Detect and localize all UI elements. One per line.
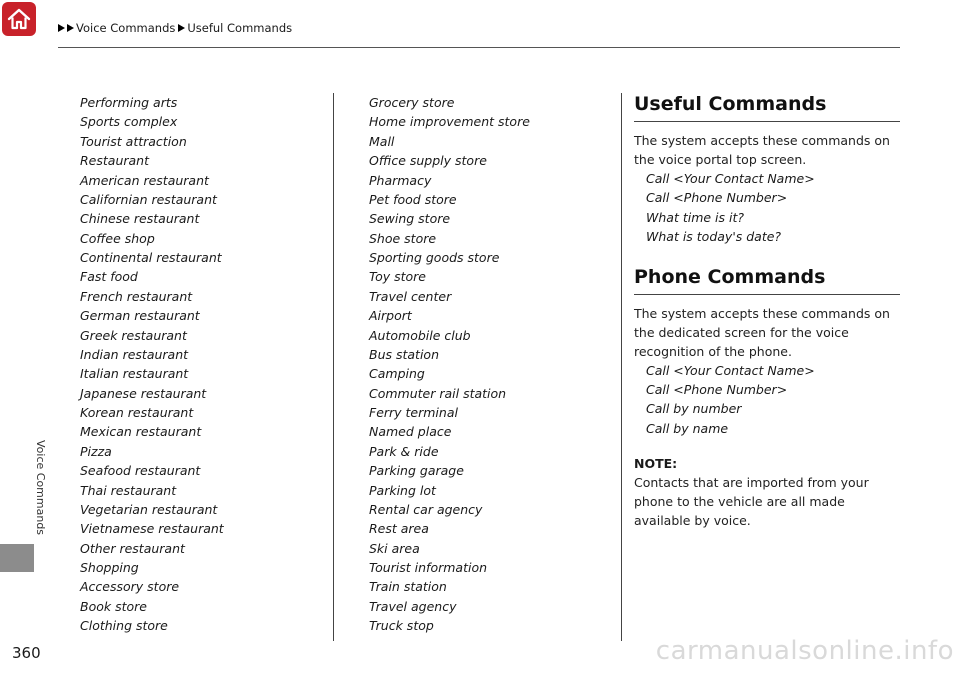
list-item: Ski area	[369, 540, 420, 556]
home-button[interactable]	[2, 2, 36, 36]
list-item: Fast food	[80, 269, 138, 285]
list-item: Other restaurant	[80, 540, 185, 556]
heading-divider	[634, 121, 900, 122]
list-item: Clothing store	[80, 618, 168, 634]
heading-divider	[634, 294, 900, 295]
list-item: Rental car agency	[369, 501, 483, 517]
list-item: German restaurant	[80, 308, 200, 324]
list-item: Californian restaurant	[80, 191, 217, 207]
list-item: Tourist attraction	[80, 133, 187, 149]
list-item: Office supply store	[369, 153, 487, 169]
command-item: Call <Your Contact Name>	[646, 171, 815, 186]
list-item: Grocery store	[369, 95, 455, 110]
list-item: Pet food store	[369, 191, 457, 207]
note-text: Contacts that are imported from your phone to the vehicle are all made available by voice.	[634, 475, 869, 529]
list-item: Truck stop	[369, 618, 434, 634]
command-item: Call <Your Contact Name>	[646, 362, 815, 378]
destination-category-list-2	[369, 93, 530, 636]
commands-panel	[634, 90, 900, 530]
list-item: Italian restaurant	[80, 366, 189, 382]
list-item: Commuter rail station	[369, 385, 507, 401]
breadcrumb	[58, 21, 295, 35]
destination-category-list-1	[80, 93, 224, 636]
list-item: Shopping	[80, 560, 139, 575]
command-item: Call by name	[646, 420, 729, 436]
list-item: Mall	[369, 133, 395, 149]
list-item: Pharmacy	[369, 172, 432, 188]
list-item: Bus station	[369, 346, 440, 362]
list-item: Greek restaurant	[80, 327, 187, 343]
list-item: Named place	[369, 424, 452, 440]
list-item: Accessory store	[80, 579, 180, 595]
list-item: Restaurant	[80, 153, 149, 169]
list-item: American restaurant	[80, 172, 209, 188]
list-item: Chinese restaurant	[80, 211, 200, 227]
list-item: Train station	[369, 579, 447, 595]
column-divider	[333, 93, 334, 641]
list-item: Seafood restaurant	[80, 463, 201, 479]
command-item: Call <Phone Number>	[646, 190, 788, 206]
phone-commands-description: The system accepts these commands on the dedicated screen for the voice recognition of the phone.	[634, 305, 890, 359]
list-item: Coffee shop	[80, 230, 155, 246]
list-item: Vietnamese restaurant	[80, 521, 224, 537]
list-item: Parking lot	[369, 482, 436, 498]
breadcrumb-page-link[interactable]: Useful Commands	[187, 21, 293, 35]
list-item: Travel center	[369, 288, 452, 304]
list-item: Travel agency	[369, 598, 457, 614]
list-item: Camping	[369, 366, 425, 382]
useful-commands-description: The system accepts these commands on the voice portal top screen.	[634, 133, 890, 167]
list-item: Ferry terminal	[369, 405, 458, 420]
list-item: Korean restaurant	[80, 405, 194, 420]
list-item: Sewing store	[369, 211, 451, 227]
list-item: Performing arts	[80, 95, 178, 110]
phone-commands-heading: Phone Commands	[634, 265, 826, 288]
watermark: carmanualsonline.info	[655, 636, 954, 666]
list-item: Sports complex	[80, 114, 178, 130]
phone-commands-list	[646, 361, 900, 439]
list-item: Tourist information	[369, 560, 488, 575]
breadcrumb-section-link[interactable]: Voice Commands	[76, 21, 176, 35]
list-item: Parking garage	[369, 463, 464, 479]
triangle-right-icon	[178, 24, 185, 32]
list-item: Pizza	[80, 443, 112, 459]
triangle-right-icon	[67, 24, 74, 32]
section-tab[interactable]	[0, 544, 34, 572]
note-label: NOTE:	[634, 456, 678, 472]
header-divider	[58, 47, 900, 48]
command-item: What time is it?	[646, 209, 744, 225]
list-item: Thai restaurant	[80, 482, 177, 498]
command-item: Call by number	[646, 401, 742, 417]
list-item: Shoe store	[369, 230, 437, 246]
list-item: Automobile club	[369, 327, 471, 343]
useful-commands-list	[646, 169, 900, 247]
list-item: Sporting goods store	[369, 250, 500, 265]
side-section-label: Voice Commands	[34, 440, 47, 536]
list-item: Airport	[369, 308, 412, 324]
list-item: Japanese restaurant	[80, 385, 207, 401]
command-item: Call <Phone Number>	[646, 382, 788, 398]
list-item: Vegetarian restaurant	[80, 501, 218, 517]
triangle-right-icon	[58, 24, 65, 32]
list-item: Continental restaurant	[80, 250, 222, 265]
useful-commands-heading: Useful Commands	[634, 93, 827, 115]
home-icon	[6, 6, 32, 32]
list-item: Mexican restaurant	[80, 424, 202, 440]
list-item: Indian restaurant	[80, 346, 189, 362]
list-item: Rest area	[369, 521, 429, 537]
page-number: 360	[12, 644, 41, 662]
list-item: Toy store	[369, 269, 427, 285]
column-divider	[621, 93, 622, 641]
list-item: Home improvement store	[369, 114, 530, 130]
list-item: Book store	[80, 598, 147, 614]
list-item: French restaurant	[80, 288, 193, 304]
command-item: What is today's date?	[646, 229, 782, 245]
list-item: Park & ride	[369, 443, 439, 459]
